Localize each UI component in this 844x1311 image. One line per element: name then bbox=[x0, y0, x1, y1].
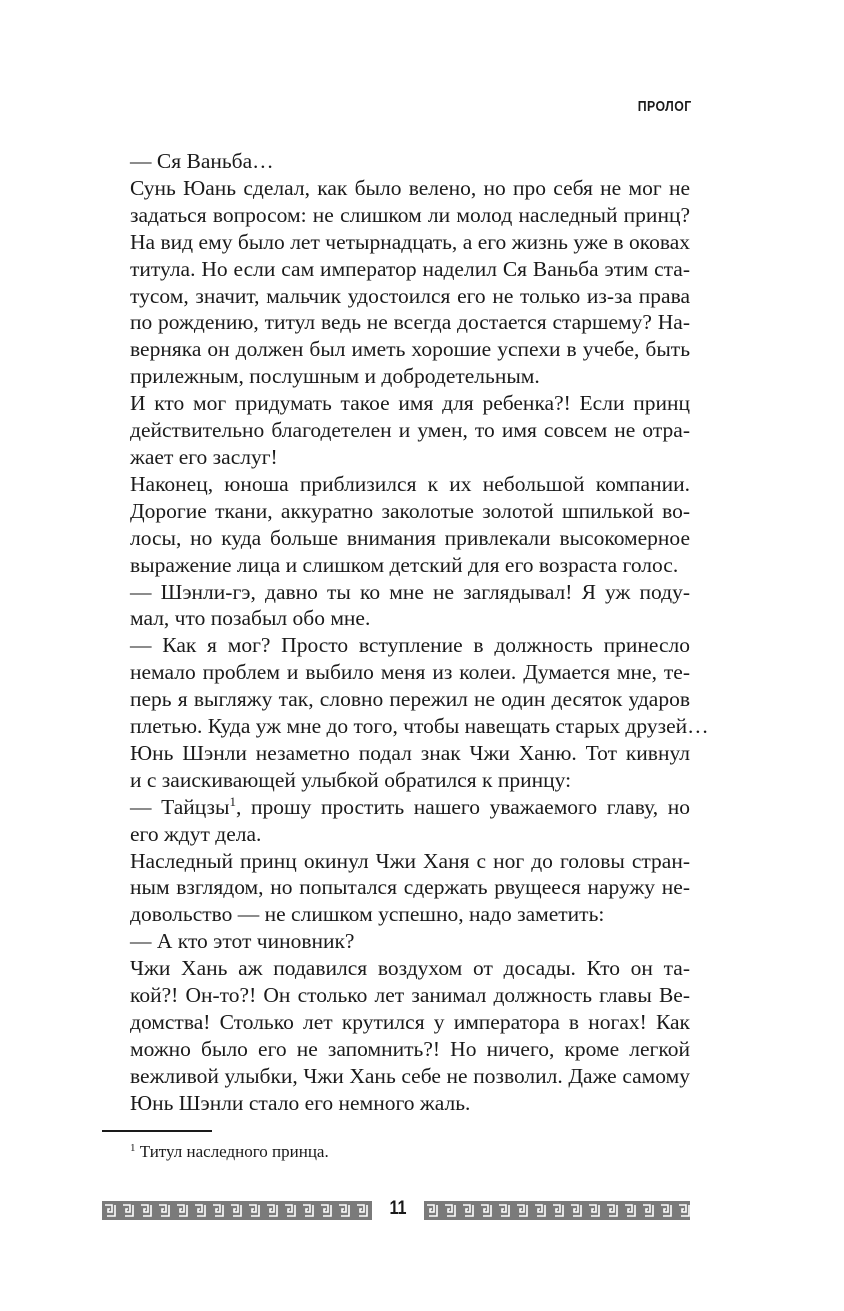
footnote-reference[interactable]: 1 bbox=[229, 793, 236, 809]
text-line: выражение лица и слишком детский для его возраста голос. bbox=[130, 552, 679, 577]
footnote-text: Титул наследного принца. bbox=[139, 1142, 329, 1161]
greek-key-ornament-right bbox=[424, 1201, 690, 1220]
text-line: действительно благодетелен и умен, то имя совсем не отра- bbox=[130, 418, 690, 443]
text-line: На вид ему было лет четырнадцать, а его жизнь уже в оковах bbox=[130, 229, 690, 254]
text-line: Наконец, юноша приблизился к их небольшой компании. bbox=[130, 471, 690, 496]
text-line: и с заискивающей улыбкой обратился к принцу: bbox=[130, 767, 572, 792]
greek-key-pattern-icon bbox=[424, 1201, 690, 1220]
text-line: И кто мог придумать такое имя для ребенка?! Если принц bbox=[130, 391, 690, 416]
text-line: Дорогие ткани, аккуратно заколотые золотой шпилькой во- bbox=[130, 498, 690, 523]
text-line: Юнь Шэнли стало его немного жаль. bbox=[130, 1090, 471, 1115]
text-line: — Шэнли-гэ, давно ты ко мне не заглядывал! Я уж поду- bbox=[130, 579, 690, 604]
footnote-marker: 1 bbox=[130, 1142, 136, 1154]
text-line: Сунь Юань сделал, как было велено, но про себя не мог не bbox=[130, 175, 690, 200]
text-line: Юнь Шэнли незаметно подал знак Чжи Ханю. Тот кивнул bbox=[130, 740, 690, 765]
text-line: мал, что позабыл обо мне. bbox=[130, 606, 371, 631]
text-line: ным взглядом, но попытался сдержать рвущееся наружу не- bbox=[130, 875, 690, 900]
text-line: довольство — не слишком успешно, надо заметить: bbox=[130, 902, 605, 927]
text-line: можно было его не запомнить?! Но ничего, кроме легкой bbox=[130, 1036, 690, 1061]
footnote-divider bbox=[102, 1130, 212, 1132]
text-line: кой?! Он-то?! Он столько лет занимал должность главы Ве- bbox=[130, 983, 690, 1008]
text-line: его ждут дела. bbox=[130, 821, 262, 846]
text-line: вежливой улыбки, Чжи Хань себе не позволил. Даже самому bbox=[130, 1063, 690, 1088]
text-line: тусом, значит, мальчик удостоился его не только из-за права bbox=[130, 283, 690, 308]
text-line-with-footnote bbox=[130, 794, 690, 821]
text-line: — Ся Ваньба… bbox=[130, 149, 274, 173]
text-fragment: , прошу простить нашего уважаемого главу, но bbox=[236, 794, 691, 819]
text-line: прилежным, послушным и добродетельным. bbox=[130, 364, 540, 389]
text-line: немало проблем и выбило меня из колеи. Думается мне, те- bbox=[130, 660, 690, 685]
text-line: перь я выгляжу так, словно пережил не один десяток ударов bbox=[130, 687, 690, 712]
text-line: — Как я мог? Просто вступление в должность принесло bbox=[130, 633, 690, 658]
greek-key-pattern-icon bbox=[102, 1201, 372, 1220]
text-line: домства! Столько лет крутился у императора в ногах! Как bbox=[130, 1010, 690, 1034]
text-line: задаться вопросом: не слишком ли молод наследный принц? bbox=[130, 202, 690, 227]
greek-key-ornament-left bbox=[102, 1201, 372, 1220]
text-line: Чжи Хань аж подавился воздухом от досады. Кто он та- bbox=[130, 956, 690, 981]
footnote bbox=[130, 1142, 329, 1162]
text-line: титула. Но если сам император наделил Ся Ваньба этим ста- bbox=[130, 256, 690, 281]
text-line: Наследный принц окинул Чжи Ханя с ног до головы стран- bbox=[130, 848, 690, 873]
text-line: — А кто этот чиновник? bbox=[130, 929, 355, 954]
text-line: верняка он должен был иметь хорошие успехи в учебе, быть bbox=[130, 337, 690, 362]
text-line: лосы, но куда больше внимания привлекали высокомерное bbox=[130, 525, 690, 550]
text-line: по рождению, титул ведь не всегда достается старшему? На- bbox=[130, 310, 690, 335]
page-number: 11 bbox=[389, 1198, 407, 1219]
text-fragment: — Тайцзы bbox=[130, 794, 230, 819]
text-line: жает его заслуг! bbox=[130, 444, 278, 469]
text-line: плетью. Куда уж мне до того, чтобы навещать старых друзей… bbox=[130, 714, 709, 739]
body-text bbox=[130, 148, 709, 1117]
running-head: ПРОЛОГ bbox=[638, 98, 692, 115]
